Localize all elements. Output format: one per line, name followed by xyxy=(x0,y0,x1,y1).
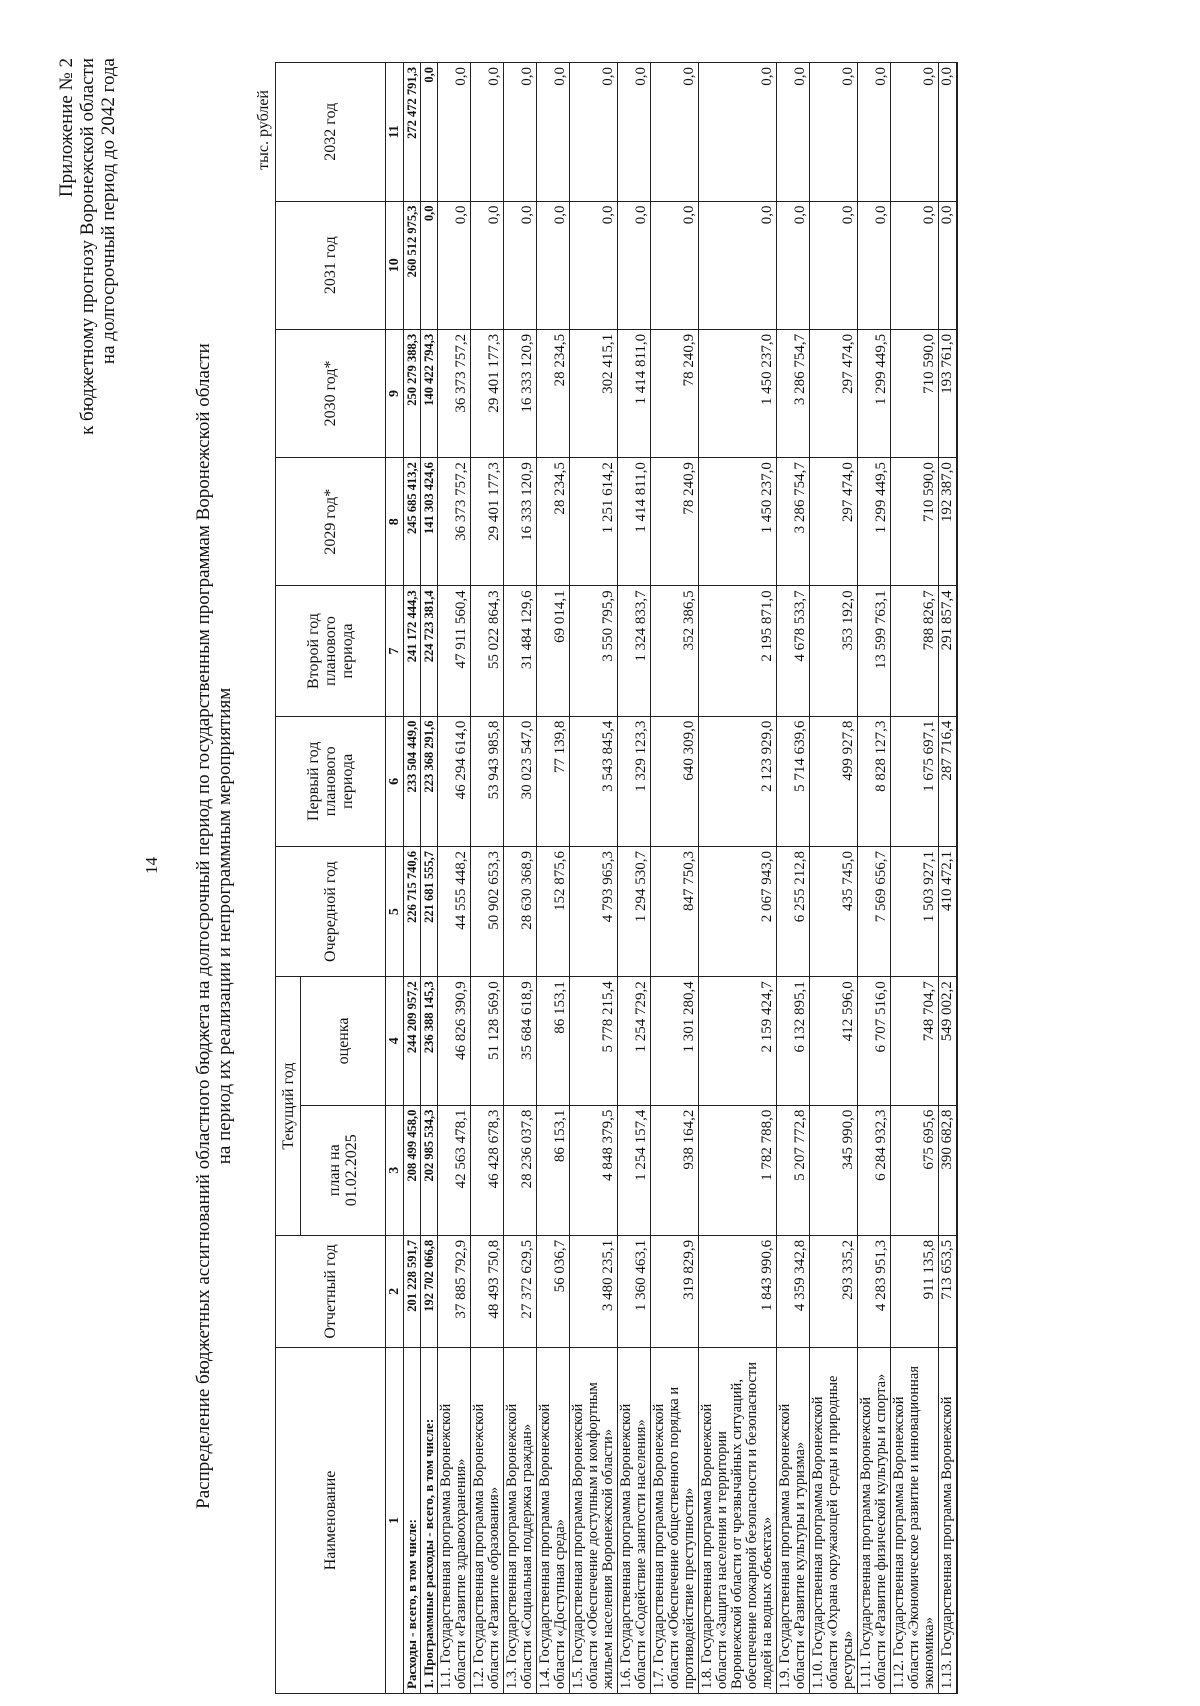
cell-value: 847 750,3 xyxy=(651,846,699,976)
cell-value: 1 503 927,1 xyxy=(891,846,939,976)
cell-value: 0,0 xyxy=(777,201,810,329)
units-label: тыс. рублей xyxy=(255,90,272,170)
cell-value: 319 829,9 xyxy=(651,1235,699,1347)
cell-value: 2 195 871,0 xyxy=(699,586,777,716)
cell-value: 16 333 120,9 xyxy=(504,458,537,586)
cell-value: 0,0 xyxy=(618,201,651,329)
cell-value: 29 401 177,3 xyxy=(471,458,504,586)
header-2032: 2032 год xyxy=(276,63,386,202)
cell-value: 53 943 985,8 xyxy=(471,716,504,846)
cell-value: 3 480 235,1 xyxy=(570,1235,618,1347)
budget-table xyxy=(275,62,958,1694)
row-name: 1. Программные расходы - всего, в том числе: xyxy=(421,1347,438,1693)
cell-value: 710 590,0 xyxy=(891,458,939,586)
cell-value: 2 067 943,0 xyxy=(699,846,777,976)
cell-value: 1 324 833,7 xyxy=(618,586,651,716)
cell-value: 3 286 754,7 xyxy=(777,458,810,586)
cell-value: 499 927,8 xyxy=(810,716,858,846)
annex-line-2: к бюджетному прогнозу Воронежской области xyxy=(77,58,98,435)
cell-value: 28 234,5 xyxy=(537,458,570,586)
row-name: 1.13. Государственная программа Воронежской xyxy=(939,1347,958,1693)
cell-value: 748 704,7 xyxy=(891,977,939,1105)
table-row xyxy=(618,63,651,1694)
cell-value: 272 472 791,3 xyxy=(404,63,421,202)
cell-value: 2 123 929,0 xyxy=(699,716,777,846)
row-name: 1.7. Государственная программа Воронежской области «Обеспечение общественного порядка и противодействие преступности» xyxy=(651,1347,699,1693)
header-2030: 2030 год* xyxy=(276,329,386,457)
column-number: 1 xyxy=(386,1347,404,1693)
cell-value: 1 294 530,7 xyxy=(618,846,651,976)
cell-value: 1 414 811,0 xyxy=(618,329,651,457)
annex-line-1: Приложение № 2 xyxy=(56,58,77,198)
cell-value: 56 036,7 xyxy=(537,1235,570,1347)
title-line-1: Распределение бюджетных ассигнований областного бюджета на долгосрочный период по государственным программам Воронежской области xyxy=(193,343,214,1509)
cell-value: 13 599 763,1 xyxy=(858,586,891,716)
cell-value: 1 301 280,4 xyxy=(651,977,699,1105)
cell-value: 28 236 037,8 xyxy=(504,1105,537,1235)
cell-value: 46 428 678,3 xyxy=(471,1105,504,1235)
table-body xyxy=(404,63,958,1694)
cell-value: 233 504 449,0 xyxy=(404,716,421,846)
cell-value: 287 716,4 xyxy=(939,716,958,846)
title-line-2: на период их реализации и непрограммным мероприятиям xyxy=(214,687,235,1165)
cell-value: 710 590,0 xyxy=(891,329,939,457)
cell-value: 0,0 xyxy=(421,63,438,202)
cell-value: 36 373 757,2 xyxy=(438,329,471,457)
cell-value: 0,0 xyxy=(651,201,699,329)
cell-value: 152 875,6 xyxy=(537,846,570,976)
cell-value: 1 450 237,0 xyxy=(699,329,777,457)
cell-value: 46 826 390,9 xyxy=(438,977,471,1105)
cell-value: 390 682,8 xyxy=(939,1105,958,1235)
cell-value: 4 848 379,5 xyxy=(570,1105,618,1235)
column-number: 5 xyxy=(386,846,404,976)
table-row xyxy=(699,63,777,1694)
row-name: 1.10. Государственная программа Воронежской области «Охрана окружающей среды и природные ресурсы» xyxy=(810,1347,858,1693)
cell-value: 0,0 xyxy=(858,201,891,329)
cell-value: 27 372 629,5 xyxy=(504,1235,537,1347)
table-row xyxy=(471,63,504,1694)
column-number: 2 xyxy=(386,1235,404,1347)
cell-value: 6 255 212,8 xyxy=(777,846,810,976)
cell-value: 4 793 965,3 xyxy=(570,846,618,976)
cell-value: 221 681 555,7 xyxy=(421,846,438,976)
cell-value: 2 159 424,7 xyxy=(699,977,777,1105)
row-name: 1.9. Государственная программа Воронежской области «Развитие культуры и туризма» xyxy=(777,1347,810,1693)
cell-value: 51 128 569,0 xyxy=(471,977,504,1105)
cell-value: 16 333 120,9 xyxy=(504,329,537,457)
annex-line-3: на долгосрочный период до 2042 года xyxy=(98,58,119,365)
header-2031: 2031 год xyxy=(276,201,386,329)
cell-value: 297 474,0 xyxy=(810,458,858,586)
cell-value: 192 387,0 xyxy=(939,458,958,586)
cell-value: 0,0 xyxy=(810,63,858,202)
cell-value: 260 512 975,3 xyxy=(404,201,421,329)
row-name: 1.4. Государственная программа Воронежской области «Доступная среда» xyxy=(537,1347,570,1693)
row-name: 1.3. Государственная программа Воронежской области «Социальная поддержка граждан» xyxy=(504,1347,537,1693)
column-number: 10 xyxy=(386,201,404,329)
row-name: 1.11. Государственная программа Воронежской области «Развитие физической культуры и спорта» xyxy=(858,1347,891,1693)
cell-value: 1 329 123,3 xyxy=(618,716,651,846)
cell-value: 0,0 xyxy=(939,201,958,329)
cell-value: 28 630 368,9 xyxy=(504,846,537,976)
cell-value: 46 294 614,0 xyxy=(438,716,471,846)
header-plan: план на 01.02.2025 xyxy=(301,1105,386,1235)
cell-value: 226 715 740,6 xyxy=(404,846,421,976)
cell-value: 938 164,2 xyxy=(651,1105,699,1235)
cell-value: 0,0 xyxy=(618,63,651,202)
header-first-plan-year: Первый год планового периода xyxy=(276,716,386,846)
cell-value: 302 415,1 xyxy=(570,329,618,457)
cell-value: 78 240,9 xyxy=(651,458,699,586)
cell-value: 31 484 129,6 xyxy=(504,586,537,716)
cell-value: 4 678 533,7 xyxy=(777,586,810,716)
cell-value: 1 299 449,5 xyxy=(858,329,891,457)
cell-value: 224 723 381,4 xyxy=(421,586,438,716)
cell-value: 28 234,5 xyxy=(537,329,570,457)
cell-value: 77 139,8 xyxy=(537,716,570,846)
row-name: 1.8. Государственная программа Воронежской области «Защита населения и территории Воронежской области от чрезвычайных ситуаций, обеспечение пожарной безопасности и безопасности людей на водных объектах» xyxy=(699,1347,777,1693)
cell-value: 0,0 xyxy=(438,63,471,202)
header-current-year: Текущий год xyxy=(276,977,301,1236)
table-row xyxy=(537,63,570,1694)
row-name: 1.12. Государственная программа Воронежской области «Экономическое развитие и инновационная экономика» xyxy=(891,1347,939,1693)
table-row xyxy=(404,63,421,1694)
column-number: 6 xyxy=(386,716,404,846)
header-2029: 2029 год* xyxy=(276,458,386,586)
cell-value: 0,0 xyxy=(438,201,471,329)
cell-value: 6 284 932,3 xyxy=(858,1105,891,1235)
cell-value: 1 254 729,2 xyxy=(618,977,651,1105)
cell-value: 5 778 215,4 xyxy=(570,977,618,1105)
table-row xyxy=(504,63,537,1694)
cell-value: 1 782 788,0 xyxy=(699,1105,777,1235)
cell-value: 0,0 xyxy=(504,63,537,202)
cell-value: 0,0 xyxy=(810,201,858,329)
row-name: 1.1. Государственная программа Воронежской области «Развитие здравоохранения» xyxy=(438,1347,471,1693)
table-row xyxy=(810,63,858,1694)
cell-value: 0,0 xyxy=(699,63,777,202)
cell-value: 241 172 444,3 xyxy=(404,586,421,716)
header-estimate: оценка xyxy=(301,977,386,1105)
cell-value: 193 761,0 xyxy=(939,329,958,457)
cell-value: 3 543 845,4 xyxy=(570,716,618,846)
column-number: 7 xyxy=(386,586,404,716)
cell-value: 47 911 560,4 xyxy=(438,586,471,716)
cell-value: 549 002,2 xyxy=(939,977,958,1105)
cell-value: 236 388 145,3 xyxy=(421,977,438,1105)
cell-value: 55 022 864,3 xyxy=(471,586,504,716)
table-row xyxy=(651,63,699,1694)
cell-value: 297 474,0 xyxy=(810,329,858,457)
column-number: 9 xyxy=(386,329,404,457)
cell-value: 69 014,1 xyxy=(537,586,570,716)
cell-value: 0,0 xyxy=(537,63,570,202)
cell-value: 29 401 177,3 xyxy=(471,329,504,457)
column-number: 3 xyxy=(386,1105,404,1235)
cell-value: 86 153,1 xyxy=(537,977,570,1105)
cell-value: 0,0 xyxy=(891,201,939,329)
table-row xyxy=(421,63,438,1694)
header-second-plan-year: Второй год планового периода xyxy=(276,586,386,716)
cell-value: 675 695,6 xyxy=(891,1105,939,1235)
cell-value: 713 653,5 xyxy=(939,1235,958,1347)
cell-value: 50 902 653,3 xyxy=(471,846,504,976)
cell-value: 788 826,7 xyxy=(891,586,939,716)
table-row xyxy=(858,63,891,1694)
cell-value: 0,0 xyxy=(471,63,504,202)
cell-value: 245 685 413,2 xyxy=(404,458,421,586)
cell-value: 1 360 463,1 xyxy=(618,1235,651,1347)
cell-value: 1 843 990,6 xyxy=(699,1235,777,1347)
cell-value: 140 422 794,3 xyxy=(421,329,438,457)
cell-value: 42 563 478,1 xyxy=(438,1105,471,1235)
column-number-row xyxy=(386,63,404,1694)
cell-value: 6 707 516,0 xyxy=(858,977,891,1105)
cell-value: 5 207 772,8 xyxy=(777,1105,810,1235)
cell-value: 141 303 424,6 xyxy=(421,458,438,586)
annex-header xyxy=(56,58,119,435)
header-reporting-year: Отчетный год xyxy=(276,1235,386,1347)
cell-value: 4 283 951,3 xyxy=(858,1235,891,1347)
cell-value: 35 684 618,9 xyxy=(504,977,537,1105)
cell-value: 0,0 xyxy=(504,201,537,329)
column-number: 4 xyxy=(386,977,404,1105)
cell-value: 1 414 811,0 xyxy=(618,458,651,586)
column-number: 11 xyxy=(386,63,404,202)
cell-value: 44 555 448,2 xyxy=(438,846,471,976)
cell-value: 435 745,0 xyxy=(810,846,858,976)
cell-value: 345 990,0 xyxy=(810,1105,858,1235)
cell-value: 250 279 388,3 xyxy=(404,329,421,457)
cell-value: 412 596,0 xyxy=(810,977,858,1105)
cell-value: 1 251 614,2 xyxy=(570,458,618,586)
cell-value: 202 985 534,3 xyxy=(421,1105,438,1235)
row-name: 1.6. Государственная программа Воронежской области «Содействие занятости населения» xyxy=(618,1347,651,1693)
table-row xyxy=(891,63,939,1694)
cell-value: 0,0 xyxy=(570,201,618,329)
cell-value: 3 550 795,9 xyxy=(570,586,618,716)
cell-value: 0,0 xyxy=(891,63,939,202)
page-number: 14 xyxy=(142,857,161,874)
row-name: Расходы - всего, в том числе: xyxy=(404,1347,421,1693)
cell-value: 244 209 957,2 xyxy=(404,977,421,1105)
header-next-year: Очередной год xyxy=(276,846,386,976)
cell-value: 192 702 066,8 xyxy=(421,1235,438,1347)
cell-value: 0,0 xyxy=(471,201,504,329)
column-number: 8 xyxy=(386,458,404,586)
cell-value: 5 714 639,6 xyxy=(777,716,810,846)
cell-value: 293 335,2 xyxy=(810,1235,858,1347)
cell-value: 1 675 697,1 xyxy=(891,716,939,846)
cell-value: 0,0 xyxy=(777,63,810,202)
cell-value: 353 192,0 xyxy=(810,586,858,716)
cell-value: 640 309,0 xyxy=(651,716,699,846)
cell-value: 86 153,1 xyxy=(537,1105,570,1235)
document-title xyxy=(193,276,235,1576)
cell-value: 0,0 xyxy=(537,201,570,329)
cell-value: 0,0 xyxy=(570,63,618,202)
cell-value: 3 286 754,7 xyxy=(777,329,810,457)
cell-value: 37 885 792,9 xyxy=(438,1235,471,1347)
cell-value: 0,0 xyxy=(939,63,958,202)
table-row xyxy=(777,63,810,1694)
cell-value: 0,0 xyxy=(651,63,699,202)
cell-value: 1 450 237,0 xyxy=(699,458,777,586)
cell-value: 0,0 xyxy=(421,201,438,329)
header-name: Наименование xyxy=(276,1347,386,1693)
cell-value: 291 857,4 xyxy=(939,586,958,716)
cell-value: 201 228 591,7 xyxy=(404,1235,421,1347)
cell-value: 48 493 750,8 xyxy=(471,1235,504,1347)
row-name: 1.5. Государственная программа Воронежской области «Обеспечение доступным и комфортным жильем населения Воронежской области» xyxy=(570,1347,618,1693)
cell-value: 30 023 547,0 xyxy=(504,716,537,846)
row-name: 1.2. Государственная программа Воронежской области «Развитие образования» xyxy=(471,1347,504,1693)
cell-value: 410 472,1 xyxy=(939,846,958,976)
cell-value: 6 132 895,1 xyxy=(777,977,810,1105)
cell-value: 8 828 127,3 xyxy=(858,716,891,846)
cell-value: 4 359 342,8 xyxy=(777,1235,810,1347)
table-row xyxy=(939,63,958,1694)
cell-value: 911 135,8 xyxy=(891,1235,939,1347)
cell-value: 1 299 449,5 xyxy=(858,458,891,586)
cell-value: 223 368 291,6 xyxy=(421,716,438,846)
cell-value: 36 373 757,2 xyxy=(438,458,471,586)
table-row xyxy=(438,63,471,1694)
cell-value: 7 569 656,7 xyxy=(858,846,891,976)
cell-value: 0,0 xyxy=(699,201,777,329)
cell-value: 1 254 157,4 xyxy=(618,1105,651,1235)
cell-value: 0,0 xyxy=(858,63,891,202)
cell-value: 78 240,9 xyxy=(651,329,699,457)
table-row xyxy=(570,63,618,1694)
cell-value: 352 386,5 xyxy=(651,586,699,716)
table-header xyxy=(276,63,404,1694)
cell-value: 208 499 458,0 xyxy=(404,1105,421,1235)
